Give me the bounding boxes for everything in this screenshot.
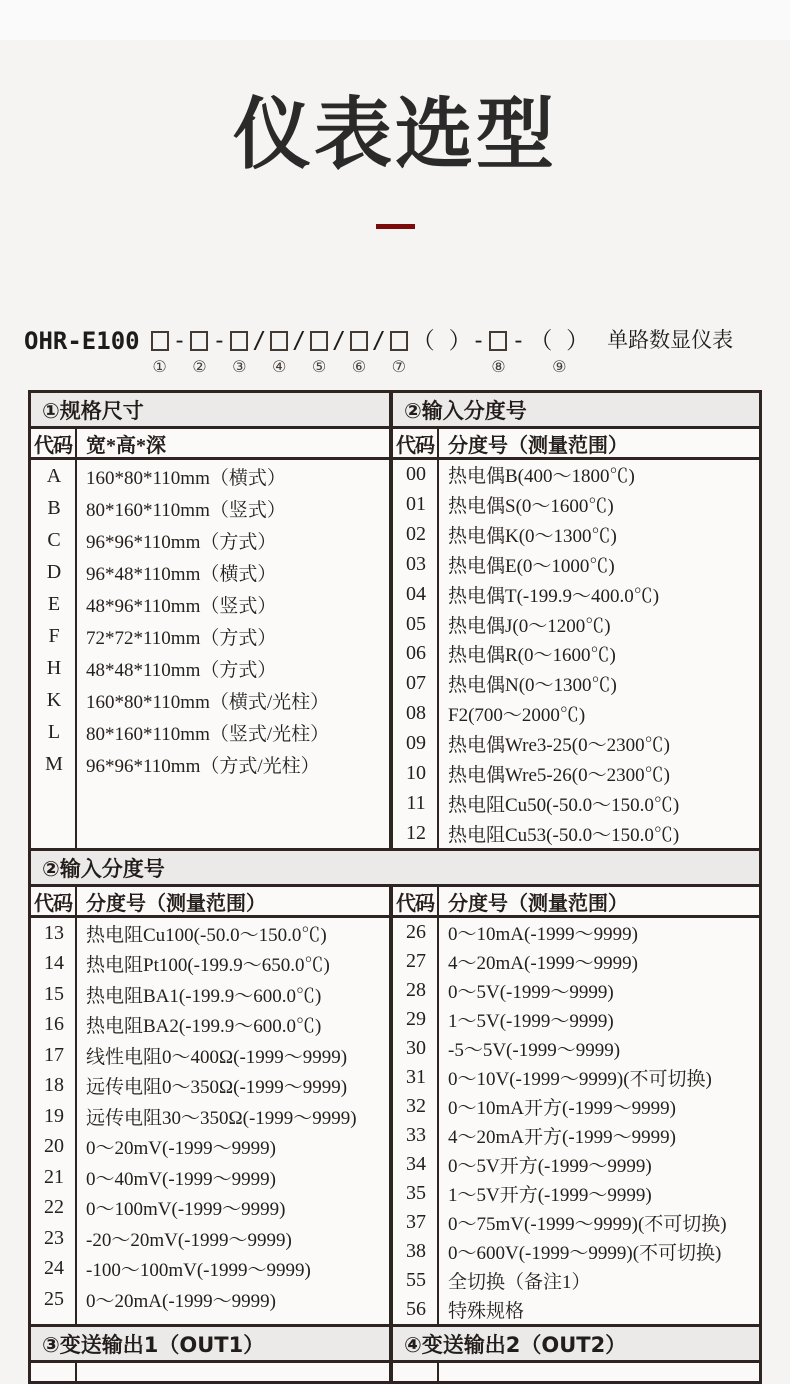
- row-desc: 48*96*110mm（竖式）: [86, 595, 277, 617]
- row-code: 14: [44, 952, 64, 975]
- table-row: [393, 1266, 759, 1295]
- model-code-index: ⑦: [391, 357, 406, 376]
- row-desc: 线性电阻0～400Ω(-1999～9999): [86, 1046, 348, 1068]
- model-code-token: [372, 327, 386, 376]
- row-desc: 4～20mA(-1999～9999): [448, 953, 638, 974]
- model-code-token: [173, 327, 187, 376]
- row-desc: 0～5V开方(-1999～9999): [448, 1156, 652, 1177]
- row-desc: 热电阻Cu100(-50.0～150.0℃): [86, 924, 327, 946]
- section1-right-rows: [393, 460, 759, 848]
- row-desc: 热电偶B(400～1800℃): [448, 466, 635, 488]
- row-desc: 0～600V(-1999～9999)(不可切换): [448, 1243, 722, 1264]
- table-row: [393, 758, 759, 788]
- model-code-token: [151, 327, 169, 376]
- table-row: [31, 556, 389, 588]
- col-desc-label: 宽*高*深: [86, 434, 166, 457]
- model-code-glyph: -: [212, 328, 227, 354]
- section1-left-header: ①规格尺寸: [31, 393, 393, 426]
- table-row: [393, 669, 759, 699]
- model-code-index: [374, 358, 384, 376]
- row-desc: 0～20mV(-1999～9999): [86, 1138, 276, 1160]
- row-code: 19: [44, 1104, 64, 1127]
- col-desc-label: 分度号（测量范围）: [448, 434, 628, 457]
- row-desc: 热电阻BA2(-199.9～600.0℃): [86, 1016, 322, 1038]
- row-code: 04: [406, 582, 426, 605]
- table-row: [31, 1071, 389, 1102]
- row-desc: 热电偶S(0～1600℃): [448, 496, 614, 518]
- model-code-index: [334, 358, 344, 376]
- table-row: [31, 918, 389, 949]
- row-desc: 热电偶N(0～1300℃): [448, 675, 617, 697]
- row-desc: 热电偶Wre5-26(0～2300℃): [448, 764, 670, 786]
- row-code: 18: [44, 1074, 64, 1097]
- table-row: [31, 748, 389, 780]
- section2-body: [31, 918, 759, 1327]
- row-desc: 0～10mA(-1999～9999): [448, 924, 638, 945]
- col-code-label: 代码: [31, 887, 77, 915]
- model-code-token: [390, 327, 408, 376]
- table-row: [393, 1179, 759, 1208]
- row-code: 55: [406, 1269, 426, 1291]
- row-code: 10: [406, 761, 426, 784]
- row-code: 00: [406, 463, 426, 486]
- row-code: 28: [406, 979, 426, 1001]
- model-code-token: [511, 327, 525, 376]
- row-code: 05: [406, 612, 426, 635]
- row-code: 17: [44, 1043, 64, 1066]
- section2-column-header-row: [31, 887, 759, 918]
- row-code: 16: [44, 1013, 64, 1036]
- table-row: [31, 716, 389, 748]
- model-code-glyph: -: [511, 328, 526, 354]
- table-row: [31, 1040, 389, 1071]
- col-desc-label: 分度号（测量范围）: [86, 892, 266, 915]
- row-code: 15: [44, 982, 64, 1005]
- table-row: [31, 620, 389, 652]
- row-code: B: [47, 496, 61, 519]
- model-code-glyph: [190, 331, 208, 351]
- model-code-glyph: /: [332, 328, 346, 354]
- table-row: [31, 1284, 389, 1315]
- table-row: [31, 524, 389, 556]
- section1-left-colhead: [31, 429, 393, 457]
- model-code-index: ③: [232, 357, 247, 376]
- row-code: C: [47, 528, 61, 551]
- table-row: [31, 460, 389, 492]
- row-desc: 0～20mA(-1999～9999): [86, 1290, 276, 1312]
- model-suffix: 单路数显仪表: [607, 329, 734, 352]
- model-code-index: ⑧: [491, 357, 506, 376]
- row-desc: 热电偶Wre3-25(0～2300℃): [448, 735, 670, 757]
- section2-right-rows: [393, 918, 759, 1324]
- model-code-token: [212, 327, 226, 376]
- model-code-glyph: [350, 331, 368, 351]
- row-desc: 0～75mV(-1999～9999)(不可切换): [448, 1214, 727, 1235]
- model-prefix: OHR-E100: [24, 327, 140, 355]
- row-code: F: [48, 624, 60, 647]
- row-desc: -5～5V(-1999～9999): [448, 1040, 621, 1061]
- row-desc: 0～10mA开方(-1999～9999): [448, 1098, 676, 1119]
- row-code: 26: [406, 921, 426, 943]
- row-desc: -20～20mV(-1999～9999): [86, 1229, 292, 1251]
- row-code: 20: [44, 1135, 64, 1158]
- row-desc: 72*72*110mm（方式）: [86, 627, 277, 649]
- table-row: [393, 460, 759, 490]
- table-row: [393, 1092, 759, 1121]
- table-row: [31, 1132, 389, 1163]
- section2-header-row: ②输入分度号: [31, 851, 759, 887]
- section3-left-header: ③变送输出1（OUT1）: [31, 1327, 393, 1360]
- model-code-glyph: （ ）-: [411, 328, 486, 354]
- section1-right-header: ②输入分度号: [404, 398, 527, 423]
- row-code: 03: [406, 552, 426, 575]
- table-row: [31, 1254, 389, 1285]
- section2-right-colhead: [393, 887, 759, 915]
- row-desc: 96*48*110mm（横式）: [86, 563, 277, 585]
- table-row: [31, 1193, 389, 1224]
- row-code: 24: [44, 1257, 64, 1280]
- row-code: 30: [406, 1037, 426, 1059]
- row-desc: 热电偶K(0～1300℃): [448, 526, 617, 548]
- table-row: [393, 699, 759, 729]
- section1-left-rows: [31, 460, 393, 848]
- row-code: 27: [406, 950, 426, 972]
- table-row: [393, 1150, 759, 1179]
- model-code-token: [230, 327, 248, 376]
- row-desc: 0～10V(-1999～9999)(不可切换): [448, 1069, 712, 1090]
- table-row: [31, 684, 389, 716]
- row-code: H: [46, 656, 62, 679]
- row-code: 29: [406, 1008, 426, 1030]
- model-code-token: [310, 327, 328, 376]
- sliver-left: [31, 1363, 393, 1381]
- section2-left-rows: [31, 918, 393, 1324]
- model-code-token: [350, 327, 368, 376]
- model-code-index: [214, 358, 224, 376]
- next-row-sliver: [31, 1363, 759, 1381]
- row-code: K: [46, 688, 62, 711]
- model-code-glyph: （ ）: [529, 328, 590, 354]
- row-desc: 全切换（备注1）: [448, 1272, 591, 1293]
- row-desc: 热电阻Cu50(-50.0～150.0℃): [448, 794, 680, 816]
- model-code-index: ②: [192, 357, 207, 376]
- top-strip: [0, 0, 790, 40]
- table-row: [393, 609, 759, 639]
- row-desc: 80*160*110mm（竖式）: [86, 499, 286, 521]
- table-row: [393, 918, 759, 947]
- table-row: [393, 947, 759, 976]
- table-row: [31, 492, 389, 524]
- row-desc: 热电阻Cu53(-50.0～150.0℃): [448, 824, 680, 846]
- row-desc: F2(700～2000℃): [448, 705, 586, 727]
- model-code-index: ①: [152, 357, 167, 376]
- sliver-right: [393, 1363, 759, 1381]
- row-code: 25: [44, 1287, 64, 1310]
- model-code-token: [412, 327, 486, 376]
- row-code: 07: [406, 672, 426, 695]
- row-desc: 热电阻BA1(-199.9～600.0℃): [86, 985, 322, 1007]
- table-row: [393, 490, 759, 520]
- row-desc: 远传电阻30～350Ω(-1999～9999): [86, 1107, 357, 1129]
- row-code: 11: [406, 791, 426, 814]
- table-row: [393, 729, 759, 759]
- row-code: 23: [44, 1226, 64, 1249]
- row-code: 13: [44, 921, 64, 944]
- row-code: 33: [406, 1124, 426, 1146]
- table-row: [393, 1005, 759, 1034]
- row-code: 12: [406, 821, 426, 844]
- section3-right-header: ④变送输出2（OUT2）: [404, 1332, 627, 1357]
- model-code-index: ⑥: [351, 357, 367, 376]
- model-code-glyph: /: [292, 328, 307, 354]
- table-row: [31, 979, 389, 1010]
- model-code-tokens: [149, 327, 592, 376]
- table-row: [31, 652, 389, 684]
- table-row: [393, 1208, 759, 1237]
- col-desc-label: 分度号（测量范围）: [448, 892, 628, 915]
- row-code: A: [46, 464, 62, 487]
- selection-table: [28, 390, 762, 1384]
- model-code-token: [270, 327, 288, 376]
- section1-right-colhead: [393, 429, 759, 457]
- section3-header-row: [31, 1327, 759, 1363]
- model-code-index: [294, 358, 304, 376]
- model-code-index: [175, 358, 185, 376]
- section2-left-colhead: [31, 887, 393, 915]
- model-code-token: [489, 327, 507, 376]
- col-code-label: 代码: [393, 887, 439, 915]
- model-code-index: [254, 358, 264, 376]
- model-code-glyph: [270, 331, 288, 351]
- model-code-glyph: [489, 331, 507, 351]
- table-row: [393, 520, 759, 550]
- model-code-token: [190, 327, 208, 376]
- table-row: [31, 1223, 389, 1254]
- table-row: [393, 818, 759, 848]
- table-row: [393, 1237, 759, 1266]
- row-code: 35: [406, 1182, 426, 1204]
- model-code-index: ⑨: [552, 357, 567, 376]
- model-code-glyph: -: [172, 328, 187, 354]
- row-desc: 160*80*110mm（横式/光柱）: [86, 691, 330, 713]
- model-code-glyph: /: [252, 328, 267, 354]
- row-desc: -100～100mV(-1999～9999): [86, 1260, 311, 1282]
- table-row: [393, 976, 759, 1005]
- row-desc: 48*48*110mm（方式）: [86, 659, 277, 681]
- model-code-token: [529, 327, 589, 376]
- row-desc: 160*80*110mm（横式）: [86, 467, 286, 489]
- row-code: 01: [406, 493, 426, 516]
- row-code: M: [45, 752, 63, 775]
- row-code: 08: [406, 702, 426, 725]
- model-code-line: [24, 327, 790, 376]
- col-code-label: 代码: [393, 429, 439, 457]
- model-code-glyph: [310, 331, 328, 351]
- row-desc: 4～20mA开方(-1999～9999): [448, 1127, 676, 1148]
- section1-column-header-row: [31, 429, 759, 460]
- row-desc: 0～40mV(-1999～9999): [86, 1168, 276, 1190]
- model-code-index: [444, 358, 454, 376]
- row-desc: 热电偶E(0～1000℃): [448, 555, 615, 577]
- row-code: D: [46, 560, 62, 583]
- model-code-token: [332, 327, 346, 376]
- row-desc: 0～100mV(-1999～9999): [86, 1199, 286, 1221]
- row-code: 22: [44, 1196, 64, 1219]
- model-code-index: [513, 358, 523, 376]
- model-code-index: ⑤: [311, 357, 327, 376]
- row-desc: 热电偶R(0～1600℃): [448, 645, 616, 667]
- model-code-glyph: [151, 331, 169, 351]
- model-code-glyph: /: [371, 328, 386, 354]
- section1-header-row: [31, 393, 759, 429]
- row-code: 06: [406, 642, 426, 665]
- row-desc: 热电偶T(-199.9～400.0℃): [448, 585, 660, 607]
- model-code-glyph: [230, 331, 248, 351]
- model-code-glyph: [390, 331, 408, 351]
- row-code: 09: [406, 732, 426, 755]
- table-row: [31, 1101, 389, 1132]
- row-desc: 热电阻Pt100(-199.9～650.0℃): [86, 955, 330, 977]
- table-row: [393, 788, 759, 818]
- table-row: [393, 1034, 759, 1063]
- model-code-token: [292, 327, 306, 376]
- row-desc: 96*96*110mm（方式/光柱）: [86, 755, 320, 777]
- row-desc: 1～5V(-1999～9999): [448, 1011, 614, 1032]
- table-row: [31, 1010, 389, 1041]
- row-code: 38: [406, 1240, 426, 1262]
- model-code-index: ④: [272, 357, 287, 376]
- table-row: [31, 949, 389, 980]
- row-code: 02: [406, 523, 426, 546]
- title-underline: [376, 224, 415, 229]
- row-code: 31: [406, 1066, 426, 1088]
- table-row: [393, 1295, 759, 1324]
- table-row: [393, 579, 759, 609]
- row-code: E: [47, 592, 61, 615]
- row-code: 32: [406, 1095, 426, 1117]
- row-desc: 96*96*110mm（方式）: [86, 531, 277, 553]
- row-code: 56: [406, 1298, 426, 1320]
- section1-body: [31, 460, 759, 851]
- row-desc: 特殊规格: [448, 1301, 525, 1322]
- row-code: L: [47, 720, 61, 743]
- row-desc: 0～5V(-1999～9999): [448, 982, 614, 1003]
- page-title: 仪表选型: [232, 90, 557, 180]
- model-code-token: [252, 327, 266, 376]
- row-desc: 80*160*110mm（竖式/光柱）: [86, 723, 330, 745]
- col-code-label: 代码: [31, 429, 77, 457]
- row-code: 21: [44, 1165, 64, 1188]
- row-code: 34: [406, 1153, 426, 1175]
- table-row: [393, 639, 759, 669]
- row-code: 37: [406, 1211, 426, 1233]
- row-desc: 远传电阻0～350Ω(-1999～9999): [86, 1077, 348, 1099]
- table-row: [393, 1121, 759, 1150]
- table-row: [393, 550, 759, 580]
- table-row: [31, 588, 389, 620]
- row-desc: 热电偶J(0～1200℃): [448, 615, 611, 637]
- row-desc: 1～5V开方(-1999～9999): [448, 1185, 652, 1206]
- table-row: [31, 1162, 389, 1193]
- table-row: [393, 1063, 759, 1092]
